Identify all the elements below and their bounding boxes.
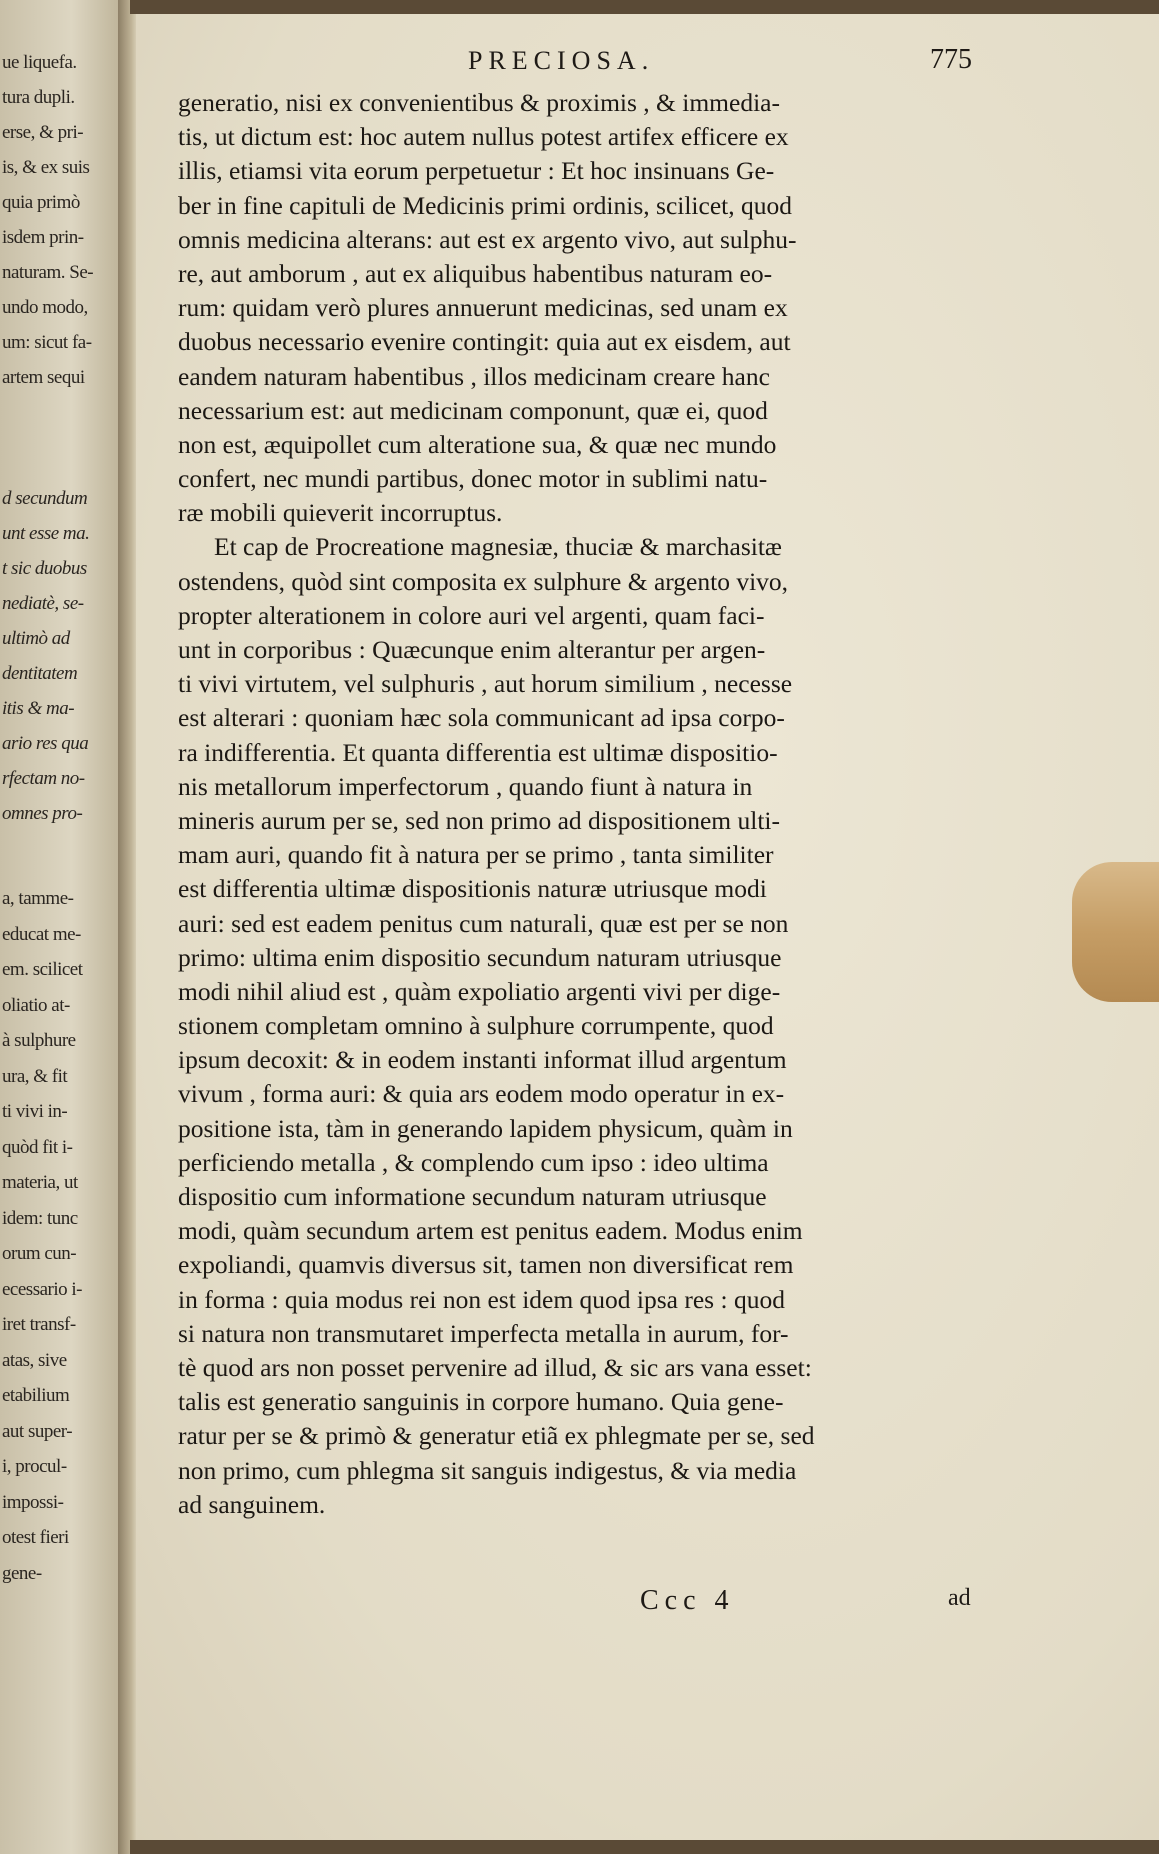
text-line: si natura non transmutaret imperfecta metalla in aurum, for- bbox=[178, 1318, 789, 1348]
bookmark-ribbon bbox=[1072, 862, 1159, 1002]
facing-page-fragment: itis & ma- bbox=[2, 698, 75, 719]
facing-page-fragment: is, & ex suis bbox=[2, 157, 90, 178]
text-line: generatio, nisi ex convenientibus & proximis , & immedia- bbox=[178, 88, 780, 117]
facing-page-fragment: unt esse ma. bbox=[2, 523, 90, 544]
text-line: non primo, cum phlegma sit sanguis indigestus, & via media bbox=[178, 1455, 797, 1485]
facing-page-edge bbox=[0, 0, 130, 1854]
page-bottom-edge bbox=[130, 1840, 1159, 1854]
text-line: nis metallorum imperfectorum , quando fiunt à natura in bbox=[178, 771, 753, 801]
facing-page-fragment: ura, & fit bbox=[2, 1065, 68, 1087]
text-line: vivum , forma auri: & quia ars eodem modo operatur in ex- bbox=[178, 1079, 785, 1109]
facing-page-fragment: isdem prin- bbox=[2, 227, 84, 248]
facing-page-fragment: tura dupli. bbox=[2, 87, 75, 108]
facing-page-fragment: quòd fit i- bbox=[2, 1136, 73, 1158]
facing-page-fragment: otest fieri bbox=[2, 1527, 69, 1548]
text-line: illis, etiamsi vita eorum perpetuetur : Et hoc insinuans Ge- bbox=[178, 156, 775, 186]
facing-page-fragment: orum cun- bbox=[2, 1243, 77, 1264]
signature-mark: Ccc 4 bbox=[640, 1585, 735, 1616]
facing-page-fragment: nediatè, se- bbox=[2, 593, 84, 614]
text-line: omnis medicina alterans: aut est ex argento vivo, aut sulphu- bbox=[178, 224, 797, 254]
text-line: est alterari : quoniam hæc sola communicant ad ipsa corpo- bbox=[178, 703, 785, 733]
text-line: ra indifferentia. Et quanta differentia est ultimæ dispositio- bbox=[178, 737, 778, 767]
facing-page-fragment: ario res qua bbox=[2, 733, 89, 754]
facing-page-fragment: dentitatem bbox=[2, 663, 78, 684]
page-top-edge bbox=[130, 0, 1159, 14]
text-line: mineris aurum per se, sed non primo ad dispositionem ulti- bbox=[178, 805, 780, 835]
facing-page-fragment: à sulphure bbox=[2, 1030, 76, 1051]
page-number: 775 bbox=[930, 44, 972, 75]
text-line: ber in fine capituli de Medicinis primi ordinis, scilicet, quod bbox=[178, 190, 792, 220]
facing-page-fragment: gene- bbox=[2, 1562, 42, 1584]
text-line: propter alterationem in colore auri vel argenti, quam faci- bbox=[178, 600, 765, 630]
text-line: mam auri, quando fit à natura per se primo , tanta similiter bbox=[178, 840, 774, 870]
text-line: modi nihil aliud est , quàm expoliatio argenti vivi per dige- bbox=[178, 976, 781, 1006]
facing-page-fragment: quia primò bbox=[2, 192, 80, 213]
facing-page-fragment: iret transf- bbox=[2, 1314, 76, 1335]
facing-page-fragment: erse, & pri- bbox=[2, 122, 84, 143]
body-text bbox=[178, 86, 998, 1522]
facing-page-fragment: rfectam no- bbox=[2, 768, 85, 789]
text-line: ti vivi virtutem, vel sulphuris , aut horum similium , necesse bbox=[178, 669, 793, 699]
facing-page-fragment: impossi- bbox=[2, 1491, 64, 1513]
facing-page-fragment: aut super- bbox=[2, 1420, 73, 1442]
facing-page-fragment: artem sequi bbox=[2, 367, 85, 388]
text-line: talis est generatio sanguinis in corpore humano. Quia gene- bbox=[178, 1387, 784, 1417]
text-line: re, aut amborum , aut ex aliquibus habentibus naturam eo- bbox=[178, 258, 773, 288]
text-line: confert, nec mundi partibus, donec motor in sublimi natu- bbox=[178, 464, 768, 494]
facing-page-fragment: omnes pro- bbox=[2, 803, 83, 824]
text-line: expoliandi, quamvis diversus sit, tamen non diversificat rem bbox=[178, 1250, 794, 1280]
text-line: in forma : quia modus rei non est idem quod ipsa res : quod bbox=[178, 1284, 785, 1314]
facing-page-fragment: etabilium bbox=[2, 1385, 70, 1406]
facing-page-fragment: em. scilicet bbox=[2, 959, 83, 980]
text-line: auri: sed est eadem penitus cum naturali, quæ est per se non bbox=[178, 908, 789, 938]
text-line: duobus necessario evenire contingit: quia aut ex eisdem, aut bbox=[178, 327, 791, 357]
catchword: ad bbox=[948, 1585, 971, 1611]
text-line: tè quod ars non posset pervenire ad illud, & sic ars vana esset: bbox=[178, 1352, 812, 1382]
facing-page-fragment: ultimò ad bbox=[2, 628, 70, 649]
facing-page-fragment: atas, sive bbox=[2, 1349, 67, 1371]
text-line: ræ mobili quieverit incorruptus. bbox=[178, 498, 503, 528]
text-line: ratur per se & primò & generatur etiã ex phlegmate per se, sed bbox=[178, 1421, 815, 1451]
text-line: primo: ultima enim dispositio secundum naturam utriusque bbox=[178, 942, 782, 972]
facing-page-fragment: idem: tunc bbox=[2, 1207, 78, 1229]
text-line: dispositio cum informatione secundum naturam utriusque bbox=[178, 1182, 767, 1211]
text-line: ad sanguinem. bbox=[178, 1489, 326, 1519]
text-line: positione ista, tàm in generando lapidem physicum, quàm in bbox=[178, 1113, 793, 1143]
text-line: tis, ut dictum est: hoc autem nullus potest artifex efficere ex bbox=[178, 122, 789, 152]
facing-page-fragment: undo modo, bbox=[2, 297, 88, 318]
facing-page-fragment: ecessario i- bbox=[2, 1278, 82, 1300]
facing-page-fragment: t sic duobus bbox=[2, 558, 87, 579]
facing-page-fragment: naturam. Se- bbox=[2, 262, 94, 283]
facing-page-fragment: oliatio at- bbox=[2, 994, 70, 1016]
facing-page-fragment: ti vivi in- bbox=[2, 1101, 68, 1122]
text-line: modi, quàm secundum artem est penitus eadem. Modus enim bbox=[178, 1216, 803, 1246]
text-line: ipsum decoxit: & in eodem instanti informat illud argentum bbox=[178, 1045, 787, 1075]
facing-page-fragment: educat me- bbox=[2, 923, 81, 945]
facing-page-fragment: i, procul- bbox=[2, 1456, 67, 1477]
text-line: Et cap de Procreatione magnesiæ, thuciæ & marchasitæ bbox=[214, 532, 782, 562]
text-line: necessarium est: aut medicinam componunt, quæ ei, quod bbox=[178, 395, 768, 425]
facing-page-fragment: ue liquefa. bbox=[2, 52, 77, 73]
text-line: unt in corporibus : Quæcunque enim alterantur per argen- bbox=[178, 635, 766, 664]
text-line: ostendens, quòd sint composita ex sulphure & argento vivo, bbox=[178, 566, 789, 596]
running-head: PRECIOSA. bbox=[468, 46, 655, 75]
text-line: stionem completam omnino à sulphure corrumpente, quod bbox=[178, 1011, 774, 1041]
text-line: eandem naturam habentibus , illos medicinam creare hanc bbox=[178, 361, 770, 391]
text-line: perficiendo metalla , & complendo cum ipso : ideo ultima bbox=[178, 1147, 769, 1177]
text-line: est differentia ultimæ dispositionis naturæ utriusque modi bbox=[178, 874, 767, 904]
facing-page-fragment: um: sicut fa- bbox=[2, 332, 92, 353]
facing-page-fragment: d secundum bbox=[2, 488, 88, 509]
text-line: non est, æquipollet cum alteratione sua, & quæ nec mundo bbox=[178, 429, 777, 459]
facing-page-fragment: materia, ut bbox=[2, 1172, 78, 1193]
text-line: rum: quidam verò plures annuerunt medicinas, sed unam ex bbox=[178, 293, 788, 323]
facing-page-fragment: a, tamme- bbox=[2, 888, 74, 909]
